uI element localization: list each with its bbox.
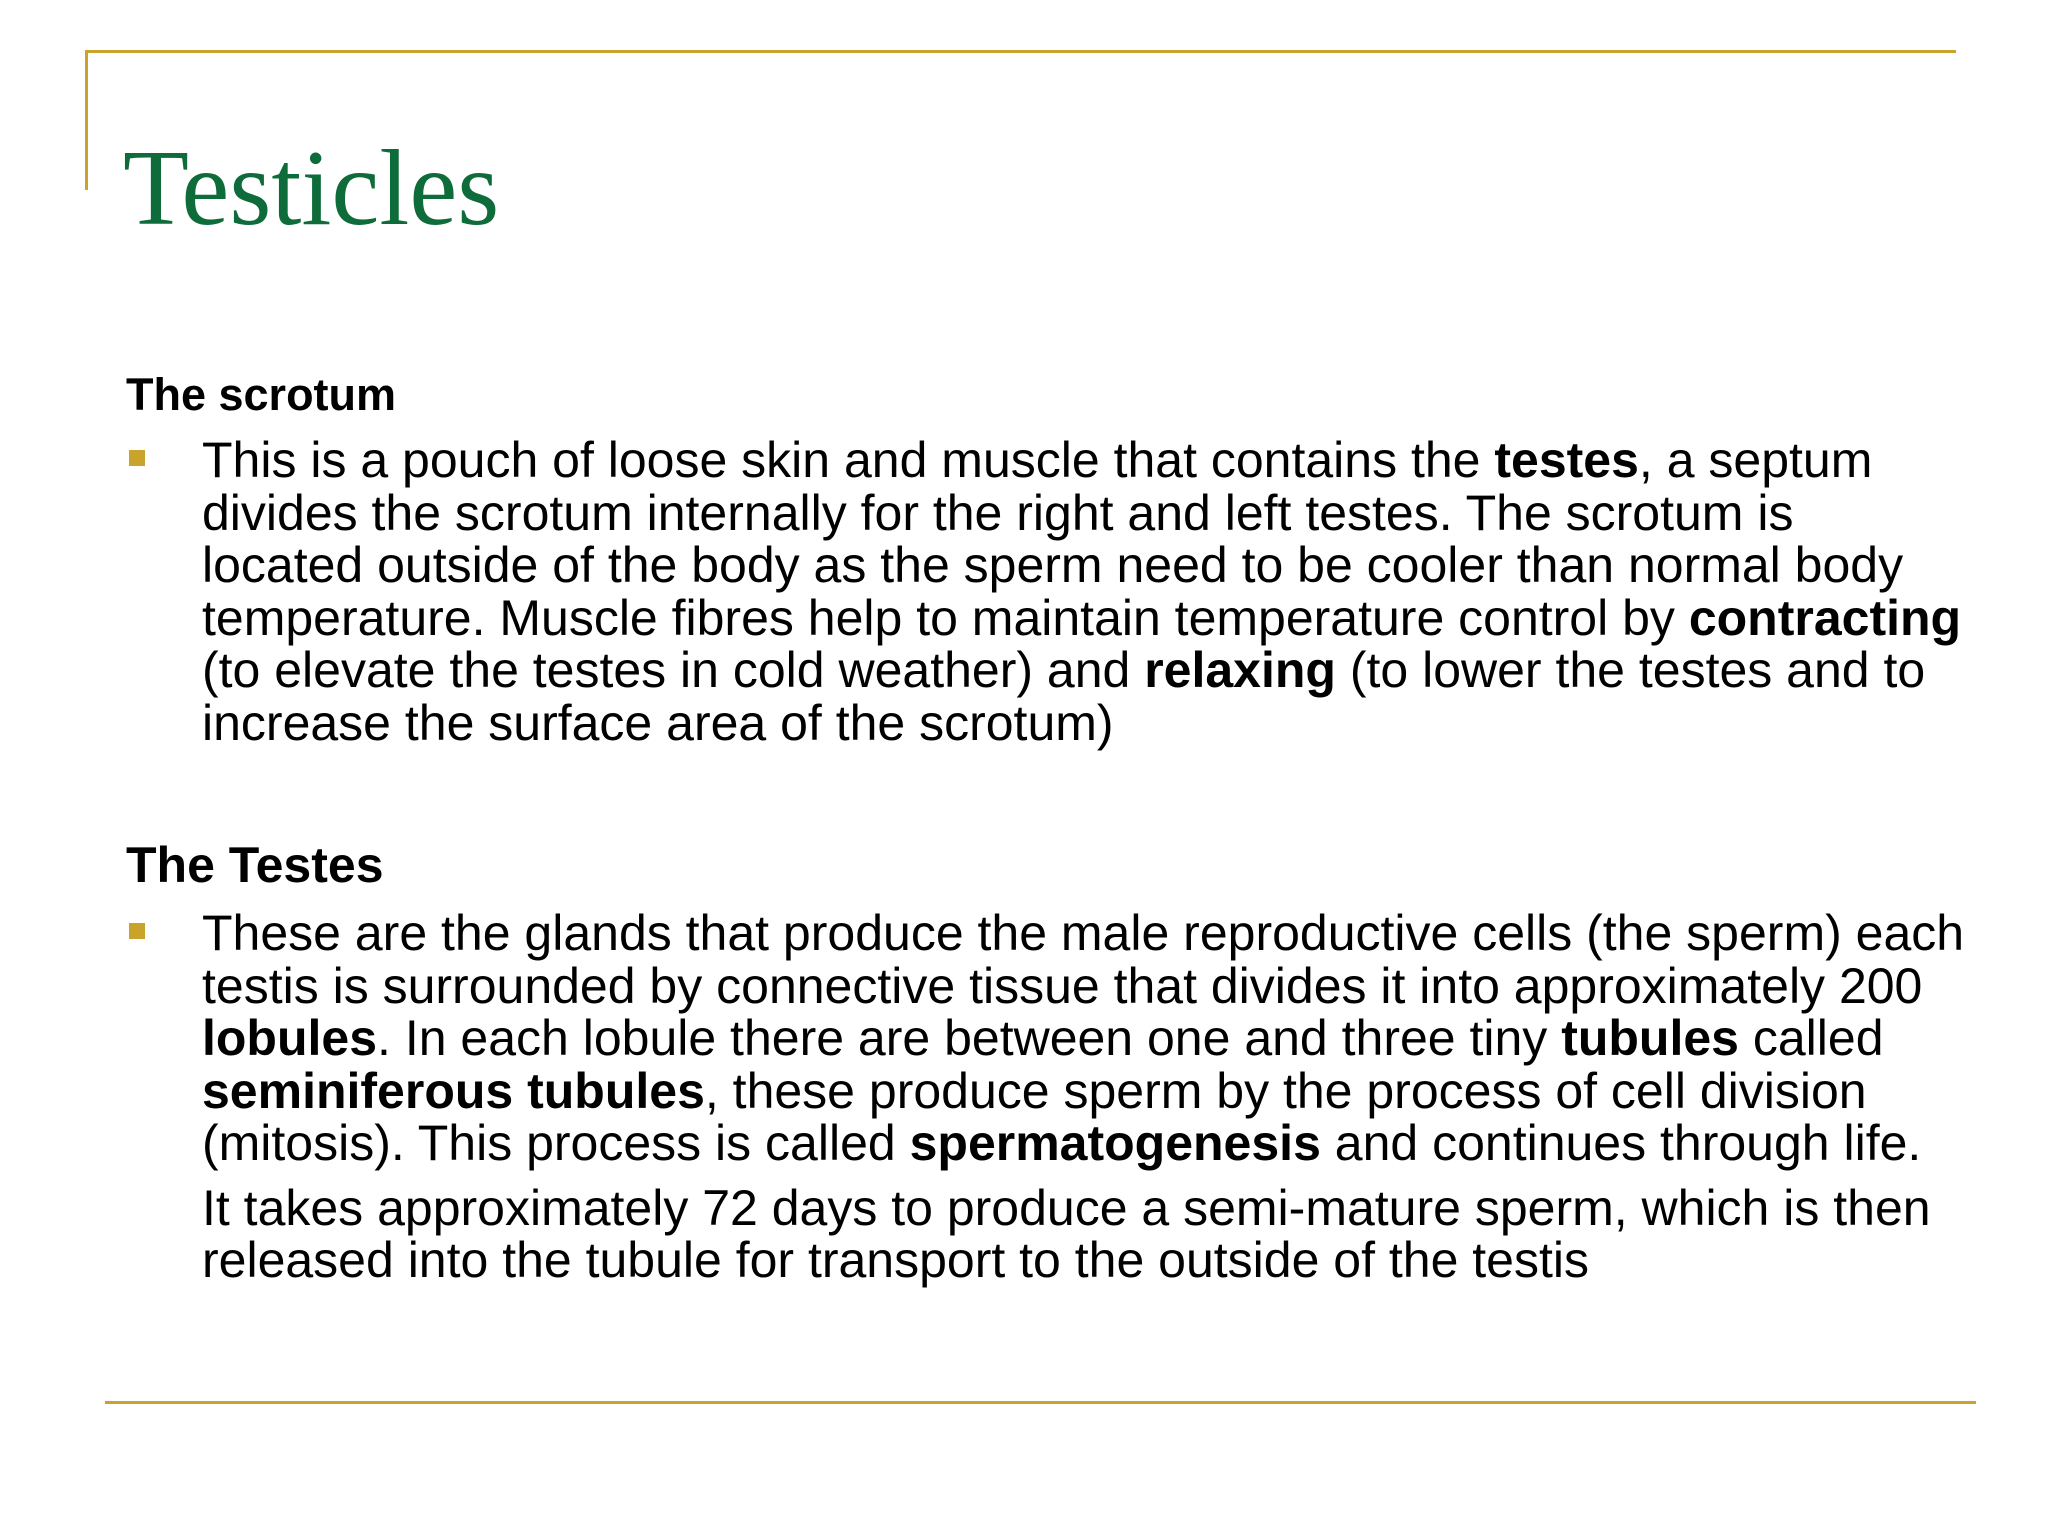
bottom-border-line — [105, 1401, 1976, 1404]
section-heading-testes: The Testes — [126, 837, 384, 893]
text-segment: (to elevate the testes in cold weather) and — [202, 642, 1145, 698]
follow-paragraph-sperm-maturation: It takes approximately 72 days to produce a semi-mature sperm, which is then released into the tubule for transport to the outside of the testis — [202, 1179, 1931, 1288]
bold-term-seminiferous-tubules: seminiferous tubules — [202, 1062, 705, 1119]
bullet-item-scrotum — [126, 434, 1966, 749]
section-heading-scrotum: The scrotum — [126, 369, 397, 420]
bold-term-lobules: lobules — [202, 1010, 378, 1066]
text-segment: , a septum divides the scrotum internally for the right and left testes. The scrotum is located outside of the body as the sperm need to be cooler than normal body temperature. Muscle fibres help to maintain temperature control by — [202, 432, 1904, 646]
bullet-text-scrotum — [202, 434, 1966, 749]
square-bullet-icon — [129, 450, 145, 466]
text-segment: and continues through life. — [1320, 1115, 1922, 1171]
bold-term-relaxing: relaxing — [1144, 642, 1336, 698]
slide-content — [126, 368, 1966, 1287]
text-segment: , these produce sperm by the process of cell division (mitosis). This process is called — [202, 1062, 1867, 1171]
square-bullet-icon — [129, 923, 145, 939]
bold-term-contracting: contracting — [1688, 589, 1962, 646]
bold-term-tubules: tubules — [1561, 1010, 1739, 1066]
bullet-item-testes — [126, 907, 1966, 1170]
text-segment: . In each lobule there are between one and three tiny — [377, 1010, 1562, 1066]
text-segment: This is a pouch of loose skin and muscle that contains the — [202, 432, 1495, 488]
slide-title: Testicles — [123, 129, 500, 248]
top-border-line — [85, 50, 1956, 53]
bullet-text-testes — [202, 907, 1966, 1170]
bold-term-spermatogenesis: spermatogenesis — [909, 1115, 1321, 1171]
text-segment: called — [1738, 1010, 1884, 1066]
text-segment: These are the glands that produce the male reproductive cells (the sperm) each testis is surrounded by connective tissue that divides it into approximately 200 — [202, 905, 1965, 1014]
bold-term-testes: testes — [1494, 432, 1639, 488]
left-border-line — [85, 50, 88, 190]
text-segment: (to lower the testes and to increase the surface area of the scrotum) — [202, 642, 1926, 751]
